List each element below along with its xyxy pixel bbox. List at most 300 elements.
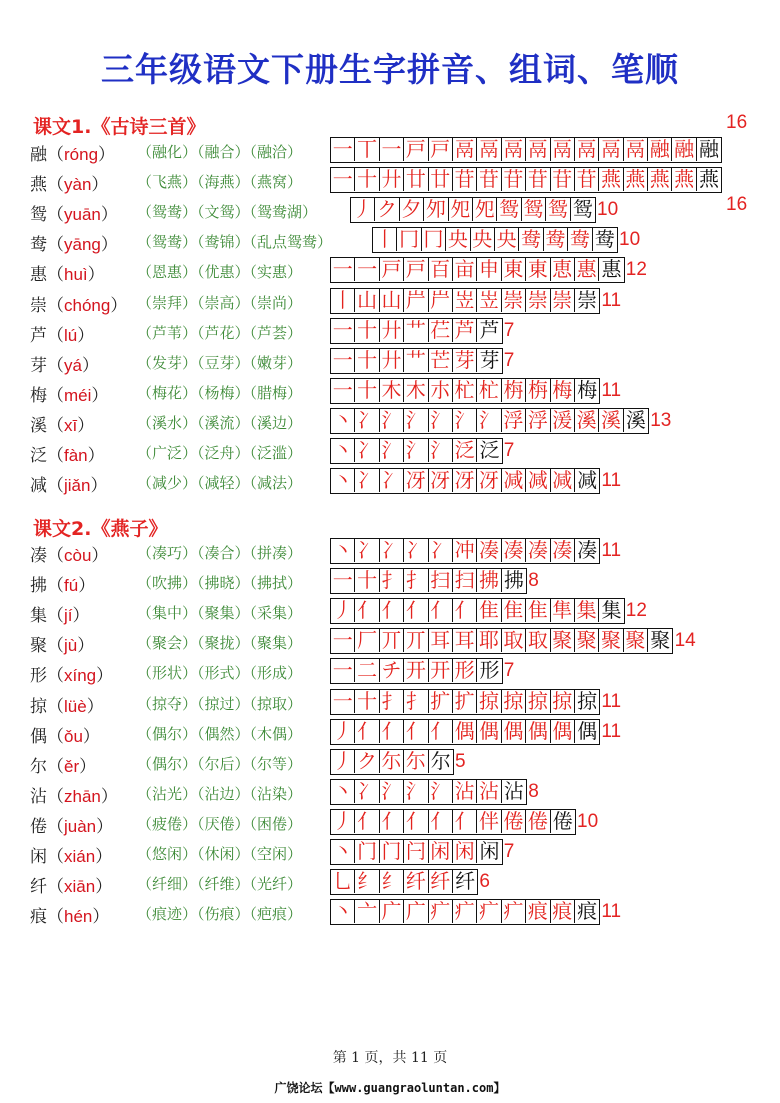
character-heading: 泛（fàn） [30,446,105,466]
character-heading: 减（jiǎn） [30,476,108,496]
word-group: （痕迹）（伤痕）（疤痕） [137,905,303,923]
stroke-step [526,810,550,833]
word-group: （梅花）（杨梅）（腊梅） [137,384,303,402]
stroke-glyph: 广 [381,900,402,923]
character-row [0,468,780,496]
stroke-glyph: 鬲 [625,138,646,161]
stroke-glyph: 减 [503,469,524,492]
stroke-glyph: 减 [527,469,548,492]
stroke-glyph: 掠 [577,690,598,713]
stroke-glyph: 冫 [381,539,402,562]
stroke-step [672,138,696,161]
stroke-step [599,168,623,191]
stroke-step [404,599,428,622]
stroke-order-strip [330,167,722,193]
stroke-glyph: 聚 [600,629,621,652]
stroke-step [429,659,453,682]
stroke-step [453,569,477,592]
word-group: （鸳鸯）（文鸳）（鸳鸯湖） [137,203,318,221]
stroke-step [331,349,355,372]
stroke-glyph: 隹 [479,599,500,622]
stroke-step [429,319,453,342]
stroke-step [624,168,648,191]
stroke-glyph: 耳 [430,629,451,652]
stroke-step [453,690,477,713]
stroke-glyph: 燕 [600,168,621,191]
stroke-glyph: 崇 [527,289,548,312]
stroke-order-strip [330,809,576,835]
stroke-step [453,319,477,342]
stroke-glyph: 亻 [357,810,378,833]
stroke-step [380,439,404,462]
stroke-step [331,469,355,492]
stroke-step [526,629,550,652]
stroke-step [551,289,575,312]
stroke-step [331,168,355,191]
stroke-glyph: 闲 [479,840,500,863]
stroke-step [544,228,568,251]
word-group: （飞燕）（海燕）（燕窝） [137,173,303,191]
stroke-step [424,198,448,221]
stroke-step [355,258,379,281]
character-row [0,197,780,225]
stroke-glyph: 惠 [601,258,622,281]
stroke-glyph: 丿 [352,198,373,221]
stroke-glyph: 丿 [332,720,353,743]
stroke-glyph: 纤 [405,870,426,893]
word-group: （溪水）（溪流）（溪边） [137,414,303,432]
stroke-step [429,469,453,492]
stroke-glyph: 木 [381,379,402,402]
stroke-glyph: 十 [357,569,378,592]
stroke-glyph: 聚 [552,629,573,652]
stroke-step [449,198,473,221]
stroke-step [453,840,477,863]
stroke-glyph: 形 [454,659,475,682]
stroke-step [331,690,355,713]
stroke-glyph: 苷 [552,168,573,191]
pinyin: lú [64,326,78,345]
stroke-glyph: 偶 [454,720,475,743]
stroke-step [502,720,526,743]
stroke-step [599,409,623,432]
stroke-glyph: 岦 [479,289,500,312]
character: 形 [30,666,47,686]
stroke-step [429,439,453,462]
stroke-glyph: 冫 [357,439,378,462]
stroke-step [429,379,453,402]
stroke-order-strip [350,197,596,223]
stroke-glyph: 冴 [430,469,451,492]
stroke-glyph: 亻 [381,720,402,743]
stroke-step [502,810,526,833]
stroke-order-strip [330,568,527,594]
stroke-glyph: 掠 [503,690,524,713]
stroke-glyph: 一 [332,138,353,161]
stroke-step [672,168,696,191]
stroke-glyph: 芦 [479,319,500,342]
stroke-step [477,168,501,191]
stroke-step [575,469,599,492]
stroke-order-strip [330,318,503,344]
stroke-glyph: 亻 [357,720,378,743]
pinyin: chóng [64,296,111,315]
stroke-step [519,228,543,251]
stroke-step [404,258,428,281]
stroke-step [404,690,428,713]
stroke-step [429,569,453,592]
stroke-step [380,138,404,161]
stroke-step [404,409,428,432]
character: 倦 [30,817,47,837]
character-heading: 芽（yá） [30,356,99,376]
stroke-glyph: 冫 [430,539,451,562]
character-heading: 闲（xián） [30,847,113,867]
stroke-glyph: 栴 [503,379,524,402]
stroke-glyph: 一 [332,659,353,682]
character-row [0,538,780,566]
stroke-count: 12 [625,259,647,280]
stroke-glyph: 山 [357,289,378,312]
stroke-glyph: 氵 [454,409,475,432]
stroke-step [380,539,404,562]
character: 梅 [30,386,47,406]
stroke-glyph: 偶 [527,720,548,743]
stroke-glyph: 亻 [381,599,402,622]
stroke-step [502,258,526,281]
stroke-step [568,228,592,251]
stroke-glyph: 燕 [674,168,695,191]
stroke-step [575,289,599,312]
stroke-glyph: 丨 [374,228,395,251]
stroke-glyph: 扌 [381,690,402,713]
pinyin: jù [64,636,78,655]
stroke-glyph: 一 [332,569,353,592]
stroke-step [575,690,599,713]
stroke-step [551,629,575,652]
stroke-glyph: 梅 [577,379,598,402]
stroke-glyph: 惠 [576,258,597,281]
stroke-step [331,379,355,402]
stroke-glyph: 氵 [381,409,402,432]
stroke-glyph: 冫 [357,539,378,562]
stroke-glyph: 鬲 [479,138,500,161]
stroke-glyph: 十 [357,349,378,372]
stroke-glyph: 扌 [405,690,426,713]
stroke-step [355,659,379,682]
stroke-glyph: 扌 [405,569,426,592]
stroke-step [331,569,355,592]
word-group: （崇拜）（崇高）（崇尚） [137,294,303,312]
stroke-count: 11 [601,691,622,712]
stroke-step [422,228,446,251]
stroke-step [355,409,379,432]
stroke-step [429,289,453,312]
stroke-step [400,198,424,221]
stroke-order-strip [330,348,503,374]
stroke-glyph: 苷 [479,168,500,191]
stroke-glyph: 冂 [423,228,444,251]
stroke-step [404,469,428,492]
stroke-glyph: 一 [357,258,378,281]
stroke-glyph: 开 [430,659,451,682]
pinyin: jiǎn [64,476,91,495]
stroke-order-strip [330,137,722,163]
stroke-glyph: 扫 [454,569,475,592]
stroke-order-strip [330,719,600,745]
word-group: （吹拂）（拂晓）（拂拭） [137,574,303,592]
stroke-count: 14 [674,630,696,651]
stroke-glyph: 崇 [503,289,524,312]
stroke-step [404,349,428,372]
stroke-glyph: 木 [405,379,426,402]
stroke-glyph: 十 [357,168,378,191]
stroke-step [453,810,477,833]
stroke-step [429,629,453,652]
character-row [0,438,780,466]
stroke-glyph: 氵 [381,780,402,803]
stroke-order-strip [330,408,649,434]
stroke-glyph: 崇 [577,289,598,312]
pinyin: fú [64,576,79,595]
character-heading: 凑（còu） [30,546,109,566]
stroke-step [331,750,355,773]
stroke-step [477,319,501,342]
stroke-order-strip [330,628,673,654]
stroke-step [355,138,379,161]
stroke-step [453,258,477,281]
stroke-glyph: 夘 [425,198,446,221]
stroke-step [429,599,453,622]
stroke-glyph: 亻 [405,599,426,622]
stroke-step [380,599,404,622]
stroke-step [355,539,379,562]
stroke-count: 11 [601,721,622,742]
stroke-step [502,599,526,622]
stroke-glyph: 纟 [381,870,402,893]
pinyin: jí [64,606,73,625]
stroke-step [526,720,550,743]
stroke-glyph: ク [377,198,398,221]
stroke-glyph: 亻 [430,720,451,743]
character-row [0,378,780,406]
stroke-glyph: 丶 [332,840,353,863]
stroke-glyph: 冲 [454,539,475,562]
stroke-count: 7 [503,660,515,681]
stroke-glyph: 鸯 [594,228,615,251]
stroke-glyph: 纤 [455,870,476,893]
stroke-glyph: 融 [649,138,670,161]
stroke-step [453,900,477,923]
stroke-glyph: 偶 [479,720,500,743]
stroke-step [526,539,550,562]
stroke-step [331,138,355,161]
site-footer: 广饶论坛【www.guangraoluntan.com】 [274,1081,506,1095]
stroke-glyph: 尓 [405,750,426,773]
stroke-glyph: 冴 [405,469,426,492]
pinyin: huì [64,265,88,284]
pinyin: yàn [64,175,92,194]
stroke-glyph: 拂 [503,569,524,592]
stroke-step [429,258,453,281]
stroke-step [502,168,526,191]
character-row [0,257,780,285]
stroke-step [526,168,550,191]
pinyin: xī [64,416,78,435]
character: 泛 [30,446,47,466]
stroke-glyph: 集 [601,599,622,622]
stroke-glyph: 夗 [450,198,471,221]
stroke-step [502,289,526,312]
stroke-step [551,539,575,562]
character-heading: 尔（ěr） [30,757,97,777]
stroke-glyph: 苷 [503,168,524,191]
character-heading: 溪（xī） [30,416,95,436]
stroke-glyph: 氵 [479,409,500,432]
stroke-glyph: 冴 [479,469,500,492]
character-row [0,628,780,656]
stroke-step [502,469,526,492]
stroke-count: 8 [528,570,539,591]
stroke-step [502,409,526,432]
stroke-step [380,750,404,773]
stroke-step [575,138,599,161]
stroke-glyph: 丿 [332,750,353,773]
stroke-step [477,289,501,312]
stroke-count: 13 [650,410,672,431]
stroke-glyph: 冫 [357,780,378,803]
stroke-step [477,840,501,863]
stroke-step [375,198,399,221]
character-heading: 融（róng） [30,145,116,165]
stroke-step [497,198,521,221]
character: 崇 [30,296,47,316]
stroke-step [575,409,599,432]
stroke-glyph: 亻 [430,810,451,833]
character-row [0,227,780,255]
character-row [0,719,780,747]
stroke-order-strip [330,749,454,775]
stroke-glyph: 鸯 [521,228,542,251]
stroke-glyph: 沾 [479,780,500,803]
stroke-step [477,599,501,622]
stroke-glyph: 取 [503,629,524,652]
stroke-glyph: 拂 [479,569,500,592]
stroke-glyph: 凑 [577,539,598,562]
stroke-step [331,629,355,652]
character: 鸳 [30,205,47,225]
stroke-glyph: 掠 [479,690,500,713]
stroke-step [697,168,721,191]
stroke-step [429,810,453,833]
stroke-glyph: 屵 [430,289,451,312]
stroke-glyph: 凑 [552,539,573,562]
stroke-glyph: 扩 [454,690,475,713]
stroke-order-strip [330,468,600,494]
stroke-glyph: 恵 [552,258,573,281]
stroke-step [453,539,477,562]
stroke-step [526,138,550,161]
stroke-step [575,629,599,652]
stroke-step [551,810,575,833]
stroke-step [429,840,453,863]
stroke-glyph: 氵 [405,780,426,803]
stroke-step [575,379,599,402]
pinyin: fàn [64,446,88,465]
stroke-glyph: 亻 [405,720,426,743]
stroke-step [526,379,550,402]
stroke-glyph: 亠 [357,900,378,923]
stroke-step [526,289,550,312]
stroke-order-strip [330,438,503,464]
stroke-step [551,379,575,402]
pinyin: méi [64,386,92,405]
character: 掠 [30,697,47,717]
stroke-step [648,138,672,161]
word-group: （凑巧）（凑合）（拼凑） [137,544,303,562]
stroke-glyph: 冫 [357,409,378,432]
character-heading: 集（jí） [30,606,90,626]
stroke-step [477,720,501,743]
stroke-glyph: 亻 [430,599,451,622]
stroke-step [522,198,546,221]
character-heading: 聚（jù） [30,636,95,656]
stroke-glyph: 亻 [381,810,402,833]
stroke-step [446,228,470,251]
stroke-glyph: 芽 [479,349,500,372]
stroke-step [648,629,672,652]
stroke-step [355,439,379,462]
pinyin: lüè [64,697,87,716]
stroke-glyph: 廾 [381,349,402,372]
stroke-order-strip [330,658,503,684]
stroke-step [331,289,355,312]
stroke-glyph: 纟 [357,870,378,893]
stroke-step [404,569,428,592]
stroke-glyph: 氵 [405,439,426,462]
character-heading: 拂（fú） [30,576,96,596]
stroke-step [380,349,404,372]
stroke-glyph: 鬲 [527,138,548,161]
stroke-glyph: 鬲 [576,138,597,161]
stroke-glyph: 凑 [479,539,500,562]
stroke-step [648,168,672,191]
stroke-step [331,258,355,281]
stroke-step [380,258,404,281]
stroke-step [477,439,501,462]
stroke-step [355,319,379,342]
stroke-glyph: 泛 [479,439,500,462]
stroke-step [404,810,428,833]
stroke-order-strip [330,378,600,404]
stroke-step [453,629,477,652]
stroke-step [502,780,526,803]
stroke-glyph: 凑 [503,539,524,562]
stroke-glyph: 戸 [405,258,426,281]
stroke-step [551,138,575,161]
word-group: （融化）（融合）（融洽） [137,143,303,161]
stroke-step [355,569,379,592]
stroke-glyph: 崇 [552,289,573,312]
stroke-glyph: 掠 [552,690,573,713]
stroke-step [575,168,599,191]
stroke-glyph: 偶 [503,720,524,743]
stroke-step [477,409,501,432]
stroke-glyph: 亻 [357,599,378,622]
stroke-glyph: 倦 [527,810,548,833]
stroke-glyph: 鬲 [600,138,621,161]
stroke-step [599,138,623,161]
